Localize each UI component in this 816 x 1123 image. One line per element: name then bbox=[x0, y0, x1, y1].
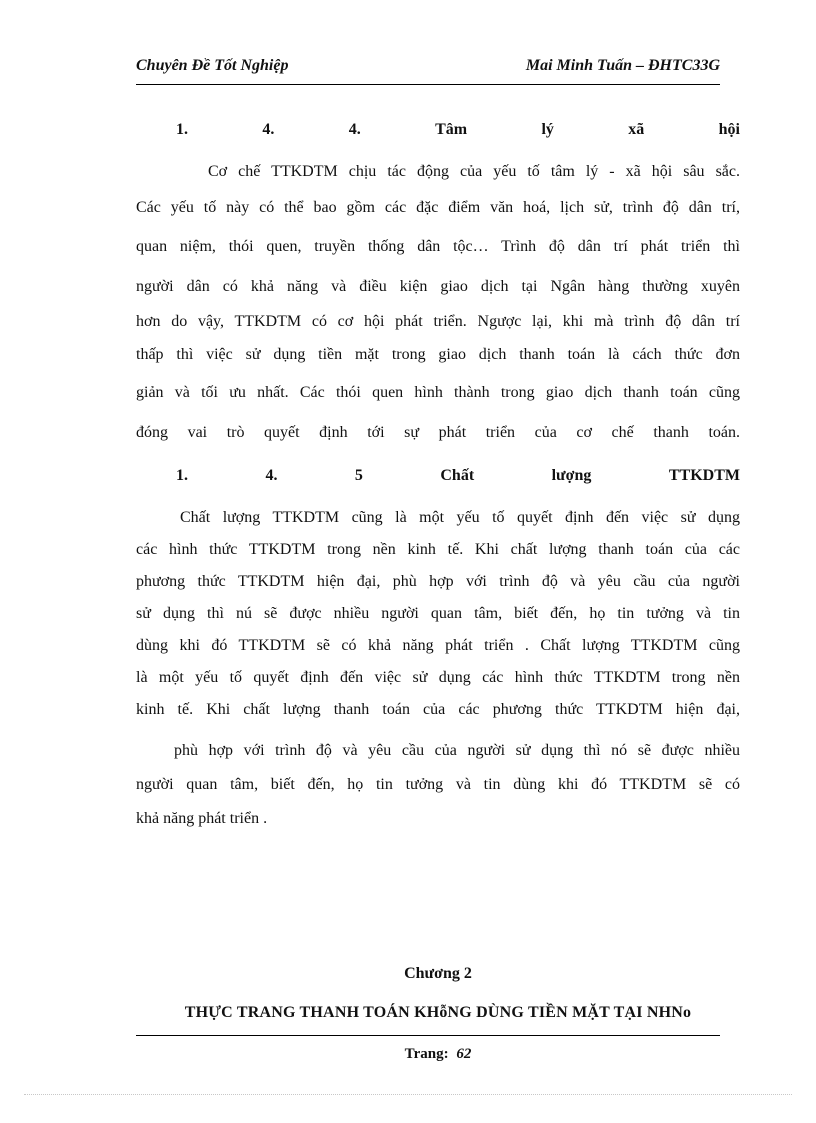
text-line: kinh tế. Khi chất lượng thanh toán của các phương thức TTKDTM hiện đại, bbox=[136, 701, 740, 718]
paragraph-continuation bbox=[136, 734, 740, 836]
section-heading-1-4-5 bbox=[136, 467, 740, 485]
page-boundary bbox=[24, 1094, 792, 1095]
paragraph-chat-luong-ttkdtm bbox=[136, 502, 740, 726]
page-footer bbox=[136, 1046, 740, 1063]
header-document-type: Chuyên Đề Tốt Nghiệp bbox=[136, 57, 289, 74]
text-line: Chất lượng TTKDTM cũng là một yếu tố quyết định đến việc sử dụng bbox=[180, 509, 740, 526]
header-author: Mai Minh Tuấn – ĐHTC33G bbox=[525, 57, 720, 74]
heading-token: 1. bbox=[176, 467, 188, 484]
text-line: giản và tối ưu nhất. Các thói quen hình thành trong giao dịch thanh toán cũng bbox=[136, 384, 740, 401]
text-line: là một yếu tố quyết định đến việc sử dụng các hình thức TTKDTM trong nền bbox=[136, 669, 740, 686]
heading-token: Chất bbox=[440, 467, 475, 484]
text-line: người quan tâm, biết đến, họ tin tưởng và tin dùng khi đó TTKDTM sẽ có bbox=[136, 776, 740, 793]
footer-rule bbox=[136, 1035, 720, 1036]
heading-token: xã bbox=[628, 121, 645, 138]
heading-token: TTKDTM bbox=[668, 467, 740, 484]
text-line: khả năng phát triển . bbox=[136, 810, 268, 827]
heading-token: lý bbox=[541, 121, 554, 138]
text-line: Các yếu tố này có thể bao gồm các đặc điểm văn hoá, lịch sử, trình độ dân trí, bbox=[136, 199, 740, 216]
page-header bbox=[136, 57, 720, 79]
text-line: dùng khi đó TTKDTM sẽ có khả năng phát triển . Chất lượng TTKDTM cũng bbox=[136, 637, 740, 654]
paragraph-tam-ly-xa-hoi bbox=[136, 155, 740, 453]
header-rule bbox=[136, 84, 720, 85]
page-number: 62 bbox=[456, 1046, 472, 1062]
text-line: người dân có khả năng và điều kiện giao dịch tại Ngân hàng thường xuyên bbox=[136, 278, 740, 295]
heading-token: hội bbox=[718, 121, 740, 138]
footer-label: Trang: bbox=[404, 1046, 449, 1062]
text-line: sử dụng thì nú sẽ được nhiều người quan tâm, biết đến, họ tin tưởng và tin bbox=[136, 605, 740, 622]
text-line: phương thức TTKDTM hiện đại, phù hợp với trình độ và yêu cầu của người bbox=[136, 573, 740, 590]
heading-token: 4. bbox=[348, 121, 361, 138]
heading-token: 4. bbox=[265, 467, 278, 484]
chapter-label: Chương 2 bbox=[404, 965, 472, 982]
chapter-title: THỰC TRANG THANH TOÁN KHỗNG DÙNG TIỀN MẶT TẠI NHNo bbox=[184, 1004, 692, 1021]
heading-token: 5 bbox=[354, 467, 363, 484]
section-heading-1-4-4 bbox=[136, 121, 740, 139]
heading-token: 1. bbox=[176, 121, 188, 138]
text-line: hơn do vậy, TTKDTM có cơ hội phát triển. Ngược lại, khi mà trình độ dân trí bbox=[136, 313, 740, 330]
text-line: đóng vai trò quyết định tới sự phát triển của cơ chế thanh toán. bbox=[136, 424, 740, 441]
heading-token: lượng bbox=[551, 467, 592, 484]
text-line: quan niệm, thói quen, truyền thống dân tộc… Trình độ dân trí phát triển thì bbox=[136, 238, 740, 255]
heading-token: 4. bbox=[262, 121, 275, 138]
text-line: phù hợp với trình độ và yêu cầu của người sử dụng thì nó sẽ được nhiều bbox=[174, 742, 740, 759]
text-line: các hình thức TTKDTM trong nền kinh tế. Khi chất lượng thanh toán của các bbox=[136, 541, 740, 558]
heading-token: Tâm bbox=[435, 121, 468, 138]
text-line: Cơ chế TTKDTM chịu tác động của yếu tố tâm lý - xã hội sâu sắc. bbox=[208, 163, 740, 180]
text-line: thấp thì việc sử dụng tiền mặt trong giao dịch thanh toán là cách thức đơn bbox=[136, 346, 740, 363]
